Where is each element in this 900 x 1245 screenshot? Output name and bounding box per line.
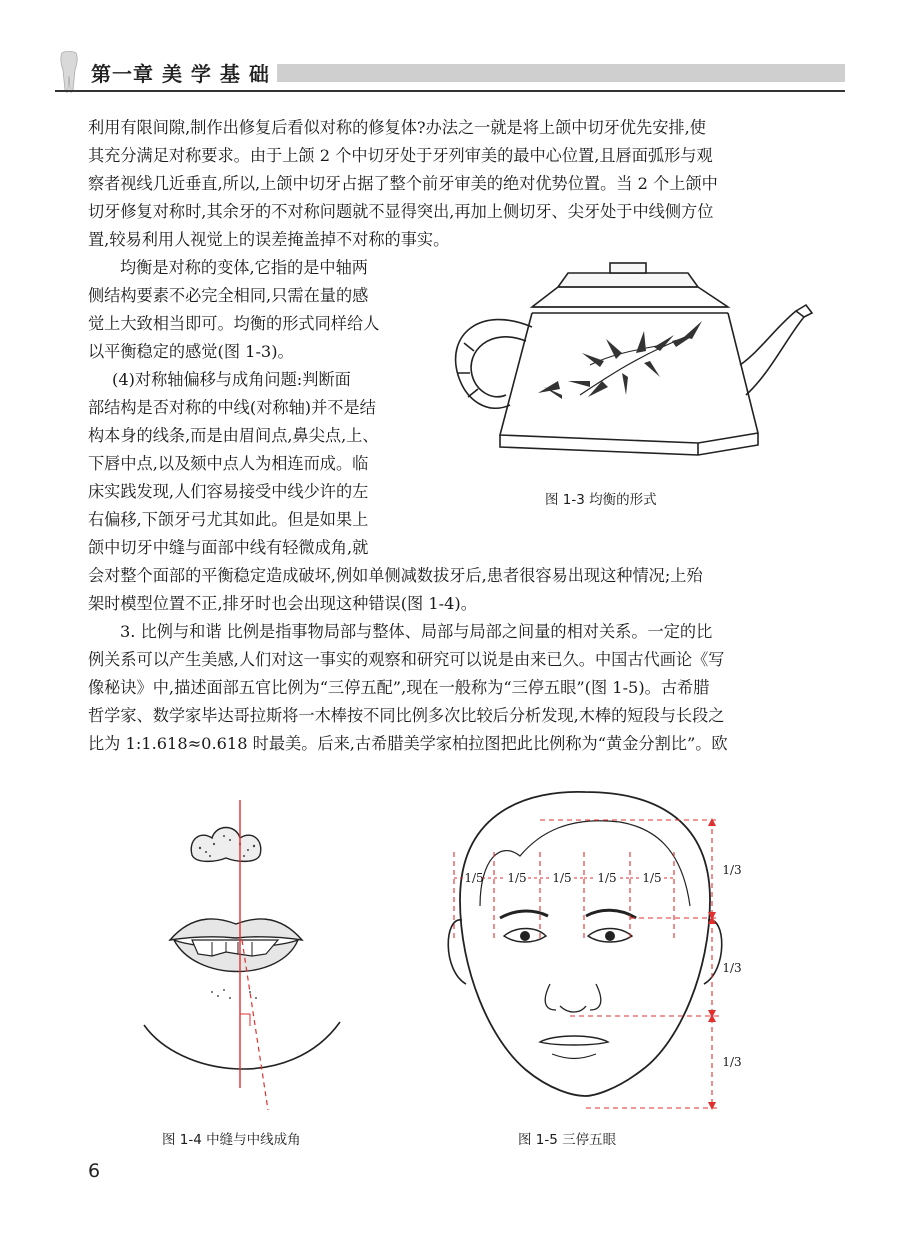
body-line: 置,较易利用人视觉上的误差掩盖掉不对称的事实。 [88, 230, 450, 249]
figure-caption: 图 1-3 均衡的形式 [545, 492, 657, 508]
page-number: 6 [88, 1160, 101, 1182]
body-line: 切牙修复对称时,其余牙的不对称问题就不显得突出,再加上侧切牙、尖牙处于中线侧方位 [88, 202, 714, 221]
body-line: 利用有限间隙,制作出修复后看似对称的修复体?办法之一就是将上颌中切牙优先安排,使 [88, 118, 706, 137]
body-line: 以平衡稳定的感觉(图 1-3)。 [88, 342, 294, 361]
figure-caption: 图 1-4 中缝与中线成角 [162, 1132, 301, 1148]
body-line: 侧结构要素不必完全相同,只需在量的感 [88, 286, 369, 305]
body-line: 哲学家、数学家毕达哥拉斯将一木棒按不同比例多次比较后分析发现,木棒的短段与长段之 [88, 706, 725, 725]
body-line: 床实践发现,人们容易接受中线少许的左 [88, 482, 369, 501]
body-line: 会对整个面部的平衡稳定造成破坏,例如单侧减数拔牙后,患者很容易出现这种情况;上殆 [88, 566, 703, 585]
body-line: 颌中切牙中缝与面部中线有轻微成角,就 [88, 538, 369, 557]
tooth-logo-icon [58, 50, 80, 94]
body-line: 右偏移,下颌牙弓尤其如此。但是如果上 [88, 510, 369, 529]
midline-angle-figure [140, 800, 340, 1120]
teapot-figure [440, 255, 820, 480]
body-line: 觉上大致相当即可。均衡的形式同样给人 [88, 314, 380, 333]
fifth-label: 1/5 [507, 871, 527, 885]
body-line: (4)对称轴偏移与成角问题:判断面 [112, 370, 351, 389]
body-line: 察者视线几近垂直,所以,上颌中切牙占据了整个前牙审美的绝对优势位置。当 2 个上颌中 [88, 174, 718, 193]
body-line: 架时模型位置不正,排牙时也会出现这种错误(图 1-4)。 [88, 594, 477, 613]
body-line: 比为 1:1.618≈0.618 时最美。后来,古希腊美学家柏拉图把此比例称为“黄金分割比”。欧 [88, 734, 728, 753]
header-bar [277, 64, 845, 82]
figure-caption: 图 1-5 三停五眼 [518, 1132, 617, 1148]
third-label: 1/3 [722, 961, 742, 975]
body-line: 均衡是对称的变体,它指的是中轴两 [120, 258, 368, 277]
body-line: 部结构是否对称的中线(对称轴)并不是结 [88, 398, 376, 417]
fifth-label: 1/5 [552, 871, 572, 885]
fifth-label: 1/5 [597, 871, 617, 885]
body-line: 3. 比例与和谐 比例是指事物局部与整体、局部与局部之间量的相对关系。一定的比 [120, 622, 713, 641]
face-proportion-figure [420, 770, 750, 1120]
fifth-label: 1/5 [464, 871, 484, 885]
fifth-label: 1/5 [642, 871, 662, 885]
body-line: 下唇中点,以及颏中点人为相连而成。临 [88, 454, 369, 473]
header-rule [55, 90, 845, 92]
body-line: 其充分满足对称要求。由于上颌 2 个中切牙处于牙列审美的最中心位置,且唇面弧形与观 [88, 146, 713, 165]
chapter-title: 第一章 美 学 基 础 [91, 62, 270, 86]
running-header [55, 52, 845, 92]
body-line: 构本身的线条,而是由眉间点,鼻尖点,上、 [88, 426, 379, 445]
body-line: 像秘诀》中,描述面部五官比例为“三停五配”,现在一般称为“三停五眼”(图 1-5)。古希腊 [88, 678, 710, 697]
third-label: 1/3 [722, 1055, 742, 1069]
body-line: 例关系可以产生美感,人们对这一事实的观察和研究可以说是由来已久。中国古代画论《写 [88, 650, 725, 669]
third-label: 1/3 [722, 863, 742, 877]
